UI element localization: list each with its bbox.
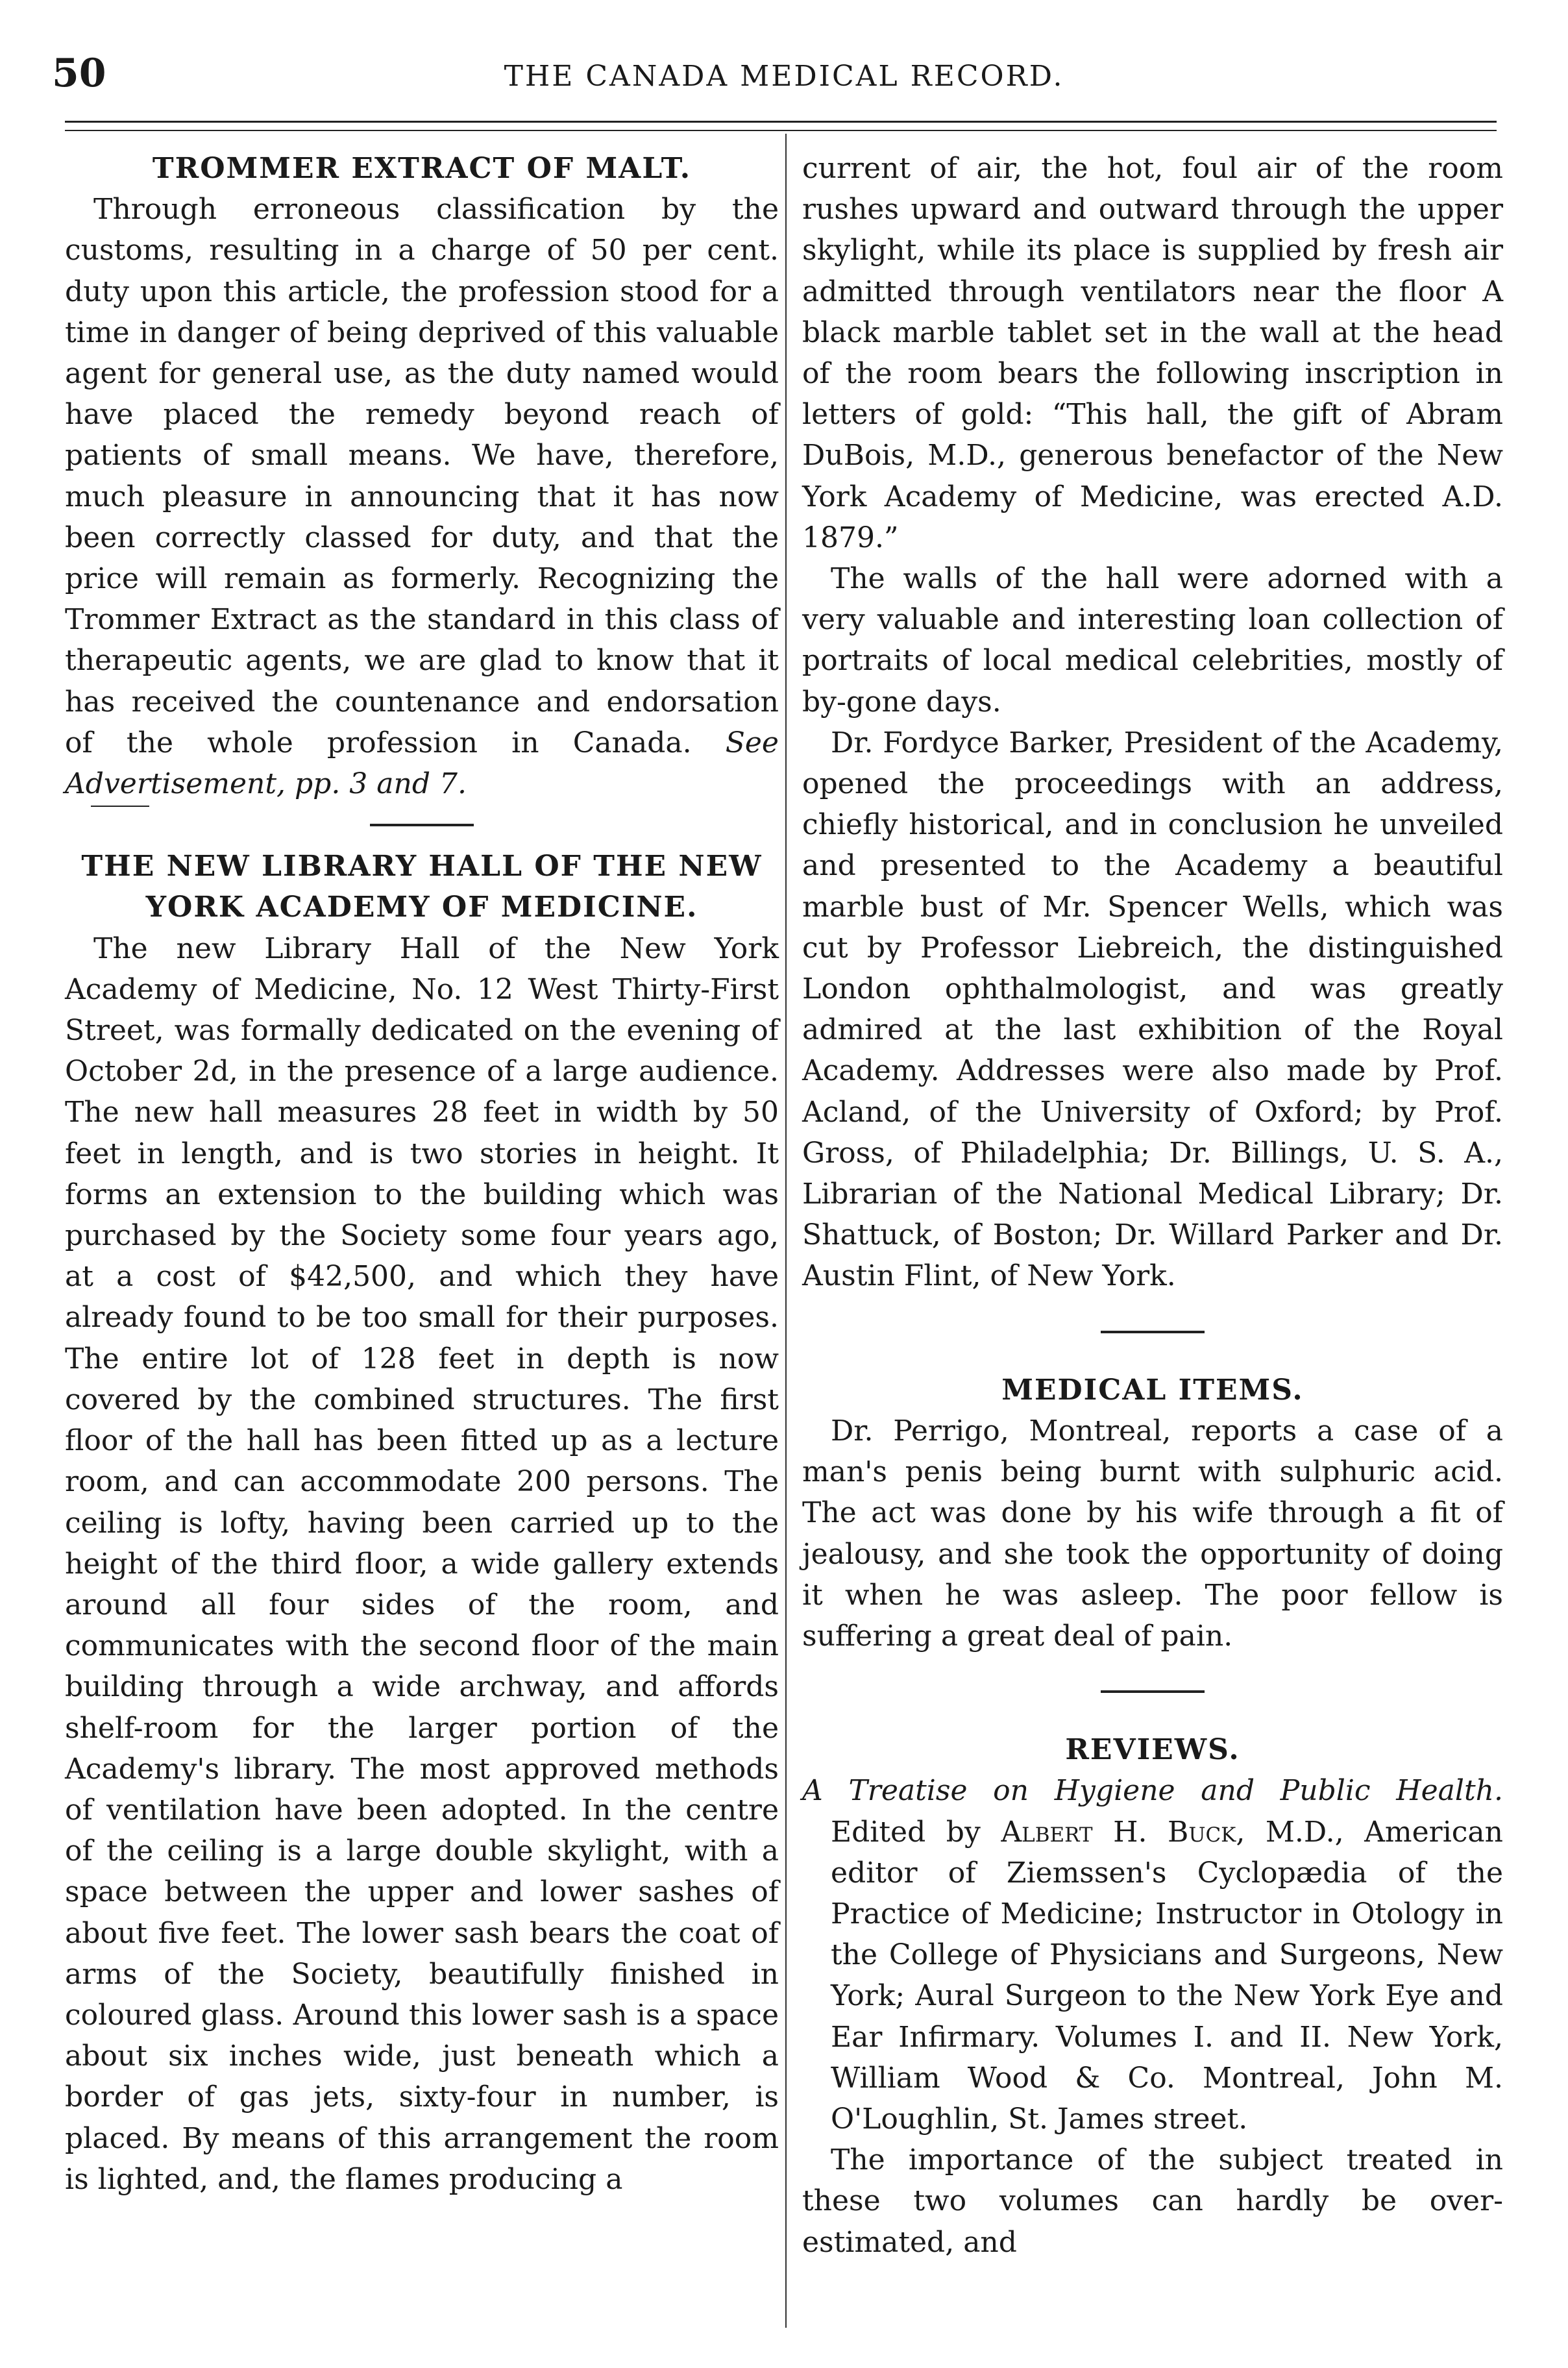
section-separator-3	[1101, 1690, 1205, 1693]
review-author: Albert H. Buck,	[1001, 1815, 1245, 1849]
medical-items-heading: MEDICAL ITEMS.	[1001, 1373, 1304, 1407]
library-body: The new Library Hall of the New York Academy of Medicine, No. 12 West Thirty-First Street, was formally dedicated on the evening of October 2d, in the presence of a large audience. The new hall measures 28 feet in width by 50 feet in length, and is two stories in height. It forms an extension to the building which was purchased by the Society some four years ago, at a cost of $42,500, and which they have already found to be too small for their purposes. The entire lot of 128 feet in depth is now covered by the combined structures. The first floor of the hall has been fitted up as a lecture room, and can accommodate 200 persons. The ceiling is lofty, having been carried up to the height of the third floor, a wide gallery extends around all four sides of the room, and communicates with the second floor of the main building through a wide archway, and affords shelf-room for the larger portion of the Academy's library. The most approved methods of ventilation have been adopted. In the centre of the ceiling is a large double skylight, with a space between the upper and lower sashes of about five feet. The lower sash bears the coat of arms of the Society, beautifully finished in coloured glass. Around this lower sash is a space about six inches wide, just beneath which a border of gas jets, sixty-four in number, is placed. By means of this arrangement the room is lighted, and, the flames producing a	[65, 931, 779, 2196]
library-continued-3: Dr. Fordyce Barker, President of the Academy, opened the proceedings with an address, chiefly historical, and in conclusion he unveiled and presented to the Academy a beautiful marble bust of Mr. Spencer Wells, which was cut by Professor Liebreich, the distinguished London ophthalmologist, and was greatly admired at the last exhibition of the Royal Academy. Addresses were also made by Prof. Acland, of the University of Oxford; by Prof. Gross, of Philadelphia; Dr. Billings, U. S. A., Librarian of the National Medical Library; Dr. Shattuck, of Boston; Dr. Willard Parker and Dr. Austin Flint, of New York.	[802, 726, 1503, 1293]
library-continued-2: The walls of the hall were adorned with a very valuable and interesting loan collection of portraits of local medical celebrities, mostly of by-gone days.	[802, 562, 1503, 719]
library-heading: THE NEW LIBRARY HALL OF THE NEW YORK ACADEMY OF MEDICINE.	[81, 850, 763, 924]
left-column	[65, 148, 779, 2200]
trommer-body	[65, 189, 779, 804]
header-rule	[65, 121, 1497, 123]
review-edited-by: Edited by	[831, 1815, 981, 1849]
review-book-title: A Treatise on Hygiene and Public Health.	[802, 1774, 1503, 1808]
column-divider	[785, 134, 787, 2328]
review-citation	[802, 1770, 1503, 2140]
section-separator-2	[1101, 1331, 1205, 1333]
trommer-end-rule	[91, 806, 149, 807]
right-column	[802, 148, 1503, 2263]
running-head: THE CANADA MEDICAL RECORD.	[504, 60, 1064, 93]
trommer-body-main: Through erroneous classification by the customs, resulting in a charge of 50 per cent. duty upon this article, the profession stood for a time in danger of being deprived of this valuable agent for general use, as the duty named would have placed the remedy beyond reach of patients of small means. We have, therefore, much pleasure in announcing that it has now been correctly classed for duty, and that the price will remain as formerly. Recognizing the Trommer Extract as the standard in this class of therapeutic agents, we are glad to know that it has received the countenance and endorsation of the whole profession in Canada.	[65, 193, 779, 759]
trommer-heading: TROMMER EXTRACT OF MALT.	[152, 152, 692, 185]
library-continued-1: current of air, the hot, foul air of the room rushes upward and outward through the upper skylight, while its place is supplied by fresh air admitted through ventilators near the floor A black marble tablet set in the wall at the head of the room bears the following inscription in letters of gold: “This hall, the gift of Abram DuBois, M.D., generous benefactor of the New York Academy of Medicine, was erected A.D. 1879.”	[802, 152, 1503, 554]
review-book-details: M.D., American editor of Ziemssen's Cyclopædia of the Practice of Medicine; Instructor in Otology in the College of Physicians and Surgeons, New York; Aural Surgeon to the New York Eye and Ear Infirmary. Volumes I. and II. New York, William Wood & Co. Montreal, John M. O'Loughlin, St. James street.	[831, 1815, 1503, 2136]
reviews-heading: REVIEWS.	[1065, 1733, 1240, 1767]
review-body: The importance of the subject treated in these two volumes can hardly be over-estimated, and	[802, 2143, 1503, 2259]
trommer-advert-ref: See Advertisement, pp. 3 and 7.	[65, 726, 779, 801]
page-number: 50	[52, 51, 106, 96]
header-rule-secondary	[65, 130, 1497, 131]
medical-items-body: Dr. Perrigo, Montreal, reports a case of a man's penis being burnt with sulphuric acid. The act was done by his wife through a fit of jealousy, and she took the opportunity of doing it when he was asleep. The poor fellow is suffering a great deal of pain.	[802, 1414, 1503, 1653]
section-separator	[370, 824, 474, 826]
